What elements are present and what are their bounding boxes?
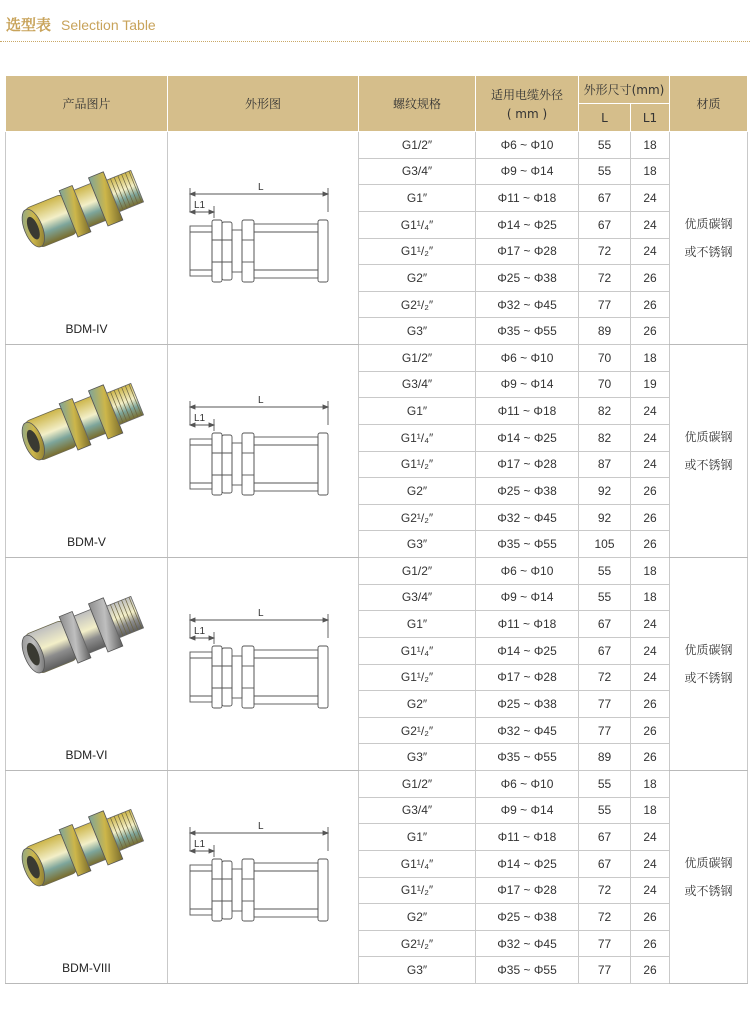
material-cell <box>670 558 748 771</box>
thread-spec: G1¹/₄″ <box>359 424 476 451</box>
thread-spec: G3/4″ <box>359 797 476 824</box>
thread-spec: G1¹/₂″ <box>359 451 476 478</box>
heading-divider <box>0 41 750 42</box>
material-cell <box>670 345 748 558</box>
model-label: BDM-VI <box>65 748 108 762</box>
dimension-L-label: L <box>258 821 264 832</box>
length-L1: 24 <box>631 824 670 851</box>
model-label: BDM-V <box>67 535 106 549</box>
material-line1: 优质碳钢 <box>684 856 733 870</box>
length-L1: 18 <box>631 797 670 824</box>
length-L: 77 <box>579 957 631 984</box>
thread-spec: G1″ <box>359 824 476 851</box>
length-L: 70 <box>579 371 631 398</box>
cable-diameter: Φ6 ~ Φ10 <box>476 771 579 798</box>
length-L1: 24 <box>631 850 670 877</box>
length-L1: 26 <box>631 531 670 558</box>
thread-spec: G1¹/₄″ <box>359 211 476 238</box>
cable-diameter: Φ14 ~ Φ25 <box>476 211 579 238</box>
length-L: 77 <box>579 291 631 318</box>
length-L1: 24 <box>631 611 670 638</box>
cable-diameter: Φ9 ~ Φ14 <box>476 584 579 611</box>
table-row <box>6 558 748 585</box>
length-L: 55 <box>579 771 631 798</box>
cable-diameter: Φ11 ~ Φ18 <box>476 611 579 638</box>
material-line2: 或不锈钢 <box>684 884 733 898</box>
length-L: 67 <box>579 185 631 212</box>
length-L: 72 <box>579 664 631 691</box>
dimension-L-label: L <box>258 395 264 406</box>
material-line2: 或不锈钢 <box>684 245 733 259</box>
table-row <box>6 345 748 372</box>
length-L1: 26 <box>631 717 670 744</box>
cable-diameter: Φ14 ~ Φ25 <box>476 424 579 451</box>
col-L: L <box>579 104 631 132</box>
thread-spec: G2″ <box>359 904 476 931</box>
length-L1: 24 <box>631 398 670 425</box>
length-L1: 26 <box>631 930 670 957</box>
col-L1: L1 <box>631 104 670 132</box>
cable-diameter: Φ25 ~ Φ38 <box>476 265 579 292</box>
length-L1: 24 <box>631 424 670 451</box>
cable-diameter: Φ32 ~ Φ45 <box>476 291 579 318</box>
cable-diameter: Φ17 ~ Φ28 <box>476 664 579 691</box>
length-L: 82 <box>579 398 631 425</box>
length-L1: 24 <box>631 238 670 265</box>
dimension-L1-label: L1 <box>194 839 206 850</box>
length-L: 67 <box>579 611 631 638</box>
length-L1: 24 <box>631 185 670 212</box>
length-L: 55 <box>579 797 631 824</box>
length-L: 72 <box>579 238 631 265</box>
cable-diameter: Φ32 ~ Φ45 <box>476 717 579 744</box>
length-L1: 18 <box>631 771 670 798</box>
thread-spec: G3″ <box>359 531 476 558</box>
length-L: 70 <box>579 345 631 372</box>
outline-drawing-cell <box>168 345 359 558</box>
length-L1: 24 <box>631 451 670 478</box>
length-L: 72 <box>579 877 631 904</box>
cable-diameter: Φ17 ~ Φ28 <box>476 238 579 265</box>
length-L1: 26 <box>631 318 670 345</box>
thread-spec: G1″ <box>359 185 476 212</box>
material-line1: 优质碳钢 <box>684 430 733 444</box>
thread-spec: G3/4″ <box>359 371 476 398</box>
length-L: 105 <box>579 531 631 558</box>
dimension-L-label: L <box>258 608 264 619</box>
length-L: 55 <box>579 584 631 611</box>
cable-diameter: Φ6 ~ Φ10 <box>476 345 579 372</box>
thread-spec: G3/4″ <box>359 584 476 611</box>
thread-spec: G3″ <box>359 744 476 771</box>
cable-dia-line1: 适用电缆外径 <box>490 88 563 102</box>
length-L1: 26 <box>631 957 670 984</box>
table-row <box>6 771 748 798</box>
length-L1: 24 <box>631 211 670 238</box>
length-L: 89 <box>579 744 631 771</box>
thread-spec: G2¹/₂″ <box>359 717 476 744</box>
cable-diameter: Φ35 ~ Φ55 <box>476 531 579 558</box>
thread-spec: G3″ <box>359 957 476 984</box>
outline-drawing-cell <box>168 771 359 984</box>
heading-cn: 选型表 <box>6 16 52 34</box>
dimension-L1-label: L1 <box>194 626 206 637</box>
length-L: 77 <box>579 930 631 957</box>
length-L1: 18 <box>631 345 670 372</box>
length-L: 92 <box>579 504 631 531</box>
length-L: 72 <box>579 904 631 931</box>
length-L: 89 <box>579 318 631 345</box>
cable-diameter: Φ9 ~ Φ14 <box>476 158 579 185</box>
cable-diameter: Φ11 ~ Φ18 <box>476 398 579 425</box>
cable-diameter: Φ11 ~ Φ18 <box>476 824 579 851</box>
thread-spec: G2¹/₂″ <box>359 930 476 957</box>
length-L: 55 <box>579 558 631 585</box>
col-material: 材质 <box>670 76 748 132</box>
cable-diameter: Φ14 ~ Φ25 <box>476 850 579 877</box>
model-label: BDM-IV <box>65 322 108 336</box>
dimension-L1-label: L1 <box>194 413 206 424</box>
length-L1: 26 <box>631 691 670 718</box>
length-L1: 18 <box>631 158 670 185</box>
col-dimensions: 外形尺寸(mm) <box>579 76 670 104</box>
cable-diameter: Φ32 ~ Φ45 <box>476 930 579 957</box>
thread-spec: G1/2″ <box>359 345 476 372</box>
length-L1: 26 <box>631 478 670 505</box>
thread-spec: G2¹/₂″ <box>359 291 476 318</box>
length-L: 55 <box>579 158 631 185</box>
length-L: 92 <box>579 478 631 505</box>
thread-spec: G1¹/₂″ <box>359 238 476 265</box>
thread-spec: G1¹/₄″ <box>359 637 476 664</box>
cable-diameter: Φ32 ~ Φ45 <box>476 504 579 531</box>
material-cell <box>670 771 748 984</box>
thread-spec: G3/4″ <box>359 158 476 185</box>
cable-diameter: Φ35 ~ Φ55 <box>476 957 579 984</box>
cable-diameter: Φ35 ~ Φ55 <box>476 744 579 771</box>
dimension-L-label: L <box>258 182 264 193</box>
material-line1: 优质碳钢 <box>684 217 733 231</box>
cable-diameter: Φ35 ~ Φ55 <box>476 318 579 345</box>
length-L: 55 <box>579 132 631 159</box>
thread-spec: G1¹/₄″ <box>359 850 476 877</box>
thread-spec: G2″ <box>359 478 476 505</box>
length-L1: 26 <box>631 265 670 292</box>
length-L: 77 <box>579 691 631 718</box>
material-line1: 优质碳钢 <box>684 643 733 657</box>
heading-en: Selection Table <box>61 17 156 33</box>
table-row <box>6 132 748 159</box>
thread-spec: G1/2″ <box>359 558 476 585</box>
length-L: 72 <box>579 265 631 292</box>
col-cable-diameter <box>476 76 579 132</box>
thread-spec: G1¹/₂″ <box>359 664 476 691</box>
material-cell <box>670 132 748 345</box>
thread-spec: G1/2″ <box>359 132 476 159</box>
section-heading <box>6 14 156 36</box>
length-L1: 24 <box>631 877 670 904</box>
length-L1: 19 <box>631 371 670 398</box>
thread-spec: G1¹/₂″ <box>359 877 476 904</box>
model-label: BDM-VIII <box>62 961 111 975</box>
product-photo-cell <box>6 771 168 984</box>
outline-drawing-cell <box>168 132 359 345</box>
cable-diameter: Φ6 ~ Φ10 <box>476 132 579 159</box>
length-L1: 18 <box>631 558 670 585</box>
material-line2: 或不锈钢 <box>684 458 733 472</box>
length-L: 67 <box>579 824 631 851</box>
thread-spec: G1/2″ <box>359 771 476 798</box>
thread-spec: G2″ <box>359 265 476 292</box>
dimension-L1-label: L1 <box>194 200 206 211</box>
thread-spec: G2¹/₂″ <box>359 504 476 531</box>
selection-table <box>5 75 748 984</box>
length-L: 87 <box>579 451 631 478</box>
thread-spec: G3″ <box>359 318 476 345</box>
cable-diameter: Φ25 ~ Φ38 <box>476 691 579 718</box>
length-L1: 26 <box>631 504 670 531</box>
cable-diameter: Φ11 ~ Φ18 <box>476 185 579 212</box>
cable-diameter: Φ9 ~ Φ14 <box>476 371 579 398</box>
cable-diameter: Φ17 ~ Φ28 <box>476 877 579 904</box>
cable-diameter: Φ6 ~ Φ10 <box>476 558 579 585</box>
outline-drawing-cell <box>168 558 359 771</box>
length-L: 67 <box>579 850 631 877</box>
thread-spec: G1″ <box>359 398 476 425</box>
length-L1: 18 <box>631 584 670 611</box>
product-photo-cell <box>6 345 168 558</box>
product-photo-cell <box>6 132 168 345</box>
thread-spec: G1″ <box>359 611 476 638</box>
cable-diameter: Φ25 ~ Φ38 <box>476 904 579 931</box>
length-L1: 26 <box>631 904 670 931</box>
length-L1: 24 <box>631 664 670 691</box>
length-L: 67 <box>579 211 631 238</box>
length-L1: 18 <box>631 132 670 159</box>
length-L1: 24 <box>631 637 670 664</box>
cable-dia-line2: ( mm ) <box>506 107 548 121</box>
col-outline: 外形图 <box>168 76 359 132</box>
col-thread-spec: 螺纹规格 <box>359 76 476 132</box>
cable-diameter: Φ9 ~ Φ14 <box>476 797 579 824</box>
cable-diameter: Φ25 ~ Φ38 <box>476 478 579 505</box>
thread-spec: G2″ <box>359 691 476 718</box>
cable-diameter: Φ14 ~ Φ25 <box>476 637 579 664</box>
length-L: 67 <box>579 637 631 664</box>
product-photo-cell <box>6 558 168 771</box>
length-L1: 26 <box>631 744 670 771</box>
length-L1: 26 <box>631 291 670 318</box>
length-L: 82 <box>579 424 631 451</box>
cable-diameter: Φ17 ~ Φ28 <box>476 451 579 478</box>
col-product-image: 产品图片 <box>6 76 168 132</box>
length-L: 77 <box>579 717 631 744</box>
material-line2: 或不锈钢 <box>684 671 733 685</box>
